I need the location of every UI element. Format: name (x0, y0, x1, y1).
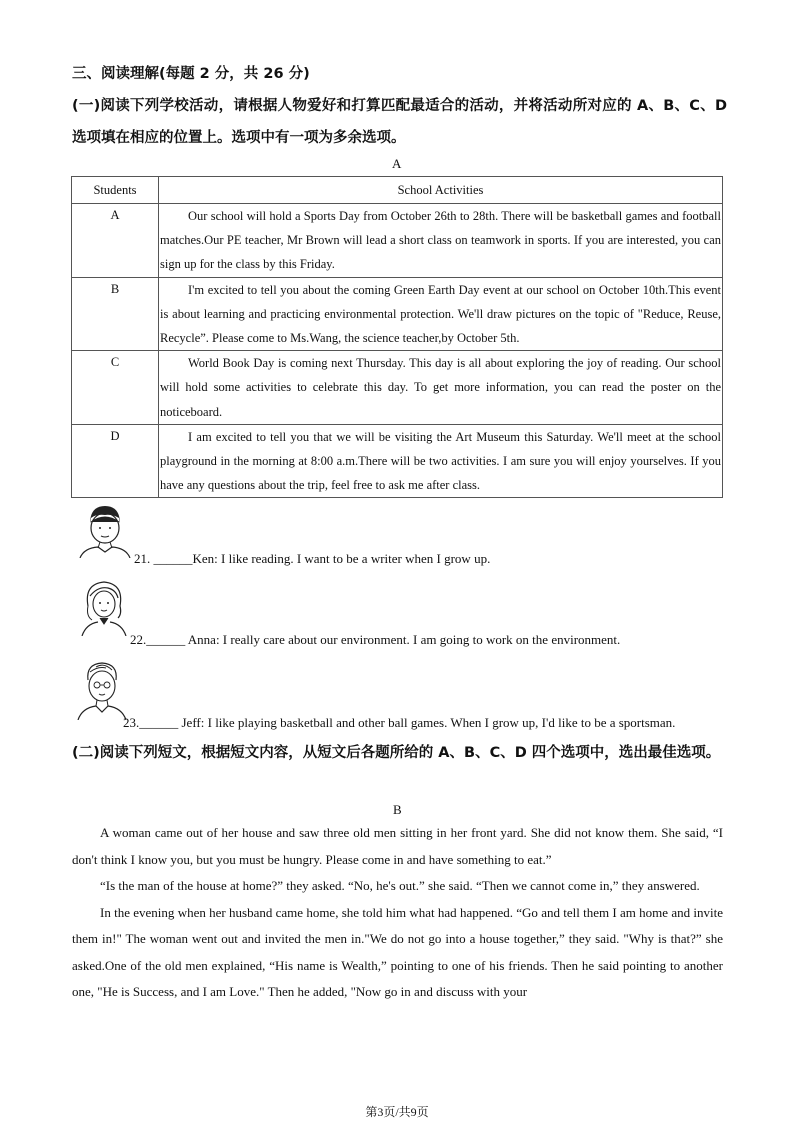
table-row (72, 277, 723, 351)
table-row (72, 204, 723, 278)
activity-text: I am excited to tell you that we will be visiting the Art Museum this Saturday. We'll meet at the school playground in the morning at 8:00 a.m.There will be two activities. I am sure you will enjoy yourselves. If you have any questions about the trip, feel free to ask me after class. (159, 424, 723, 498)
passage-a-label: A (392, 156, 402, 171)
activity-text: Our school will hold a Sports Day from October 26th to 28th. There will be basketball games and football matches.Our PE teacher, Mr Brown will lead a short class on teamwork in sports. If you are interested, you can sign up for the class by this Friday. (159, 204, 723, 278)
part2-instruction: (二)阅读下列短文，根据短文内容，从短文后各题所给的 A、B、C、D 四个选项中，选出最佳选项。 (72, 745, 721, 761)
girl-portrait-illustration (78, 576, 130, 636)
story-paragraph: “Is the man of the house at home?” they asked. “No, he's out.” she said. “Then we cannot come in,” they answered. (100, 878, 700, 893)
activities-table (71, 176, 723, 498)
question-22: 22.______ Anna: I really care about our environment. I am going to work on the environment. (130, 632, 621, 647)
part1-instruction: (一)阅读下列学校活动，请根据人物爱好和打算匹配最适合的活动，并将活动所对应的 A、B、C、D 选项填在相应的位置上。选项中有一项为多余选项。 (72, 98, 727, 146)
student-option: C (110, 355, 120, 370)
story-paragraph: A woman came out of her house and saw three old men sitting in her front yard. She did not know them. She said, “I don't think I know you, but you must be hungry. Please come in and have something to eat.” (72, 825, 723, 867)
activities-header: School Activities (159, 177, 723, 204)
table-header-row (72, 177, 723, 204)
passage-b-label: B (393, 802, 402, 817)
students-header: Students (72, 177, 159, 204)
student-option: A (110, 208, 120, 222)
boy-portrait-illustration (76, 500, 134, 558)
activity-text: I'm excited to tell you about the coming Green Earth Day event at our school on October 10th.This event is about learning and practicing environmental protection. We'll draw pictures on the topic of "Reduce, Reuse, Recycle”. Please come to Ms.Wang, the science teacher,by October 5th. (159, 277, 723, 351)
student-option: D (110, 428, 120, 443)
table-row (72, 351, 723, 425)
question-23: 23.______ Jeff: I like playing basketball and other ball games. When I grow up, I'd like to be a sportsman. (123, 715, 676, 730)
story-passage (72, 820, 723, 1006)
page-footer: 第3页/共9页 (365, 1105, 429, 1119)
question-21: 21. ______Ken: I like reading. I want to be a writer when I grow up. (134, 551, 491, 566)
boy-with-glasses-portrait-illustration (76, 658, 128, 720)
section-title: 三、阅读理解(每题 2 分，共 26 分) (72, 66, 310, 82)
table-row (72, 424, 723, 498)
student-option: B (110, 281, 120, 296)
story-paragraph: In the evening when her husband came home, she told him what had happened. “Go and tell them I am home and invite them in!" The woman went out and invited the men in."We do not go into a house together,” they said. "Why is that?” she asked.One of the old men explained, “His name is Wealth,” pointing to one of his friends. Then he said pointing to another one, "He is Success, and I am Love." Then he added, "Now go in and discuss with your (72, 904, 723, 999)
activity-text: World Book Day is coming next Thursday. This day is all about exploring the joy of reading. Our school will hold some activities to celebrate this day. To get more information, you can read the poster on the noticeboard. (159, 351, 723, 425)
